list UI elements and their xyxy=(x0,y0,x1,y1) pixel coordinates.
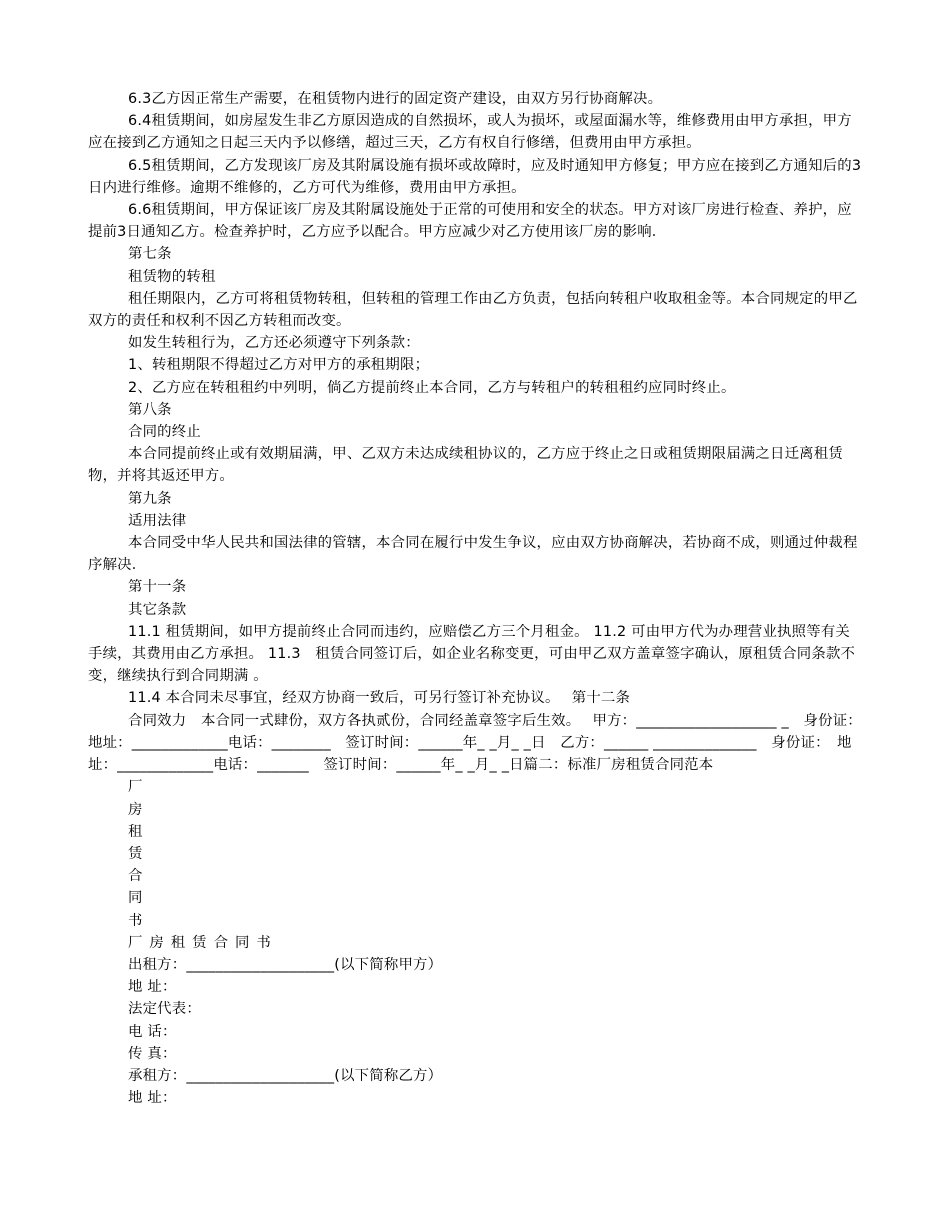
article-11-number: 第十一条 xyxy=(128,579,187,596)
article-7-title: 租赁物的转租 xyxy=(128,268,216,285)
article-7-item-2: 2、乙方应在转租租约中列明，倘乙方提前终止本合同，乙方与转租户的转租租约应同时终止。 xyxy=(128,379,736,396)
article-8-number: 第八条 xyxy=(128,401,172,418)
article-7-intro: 如发生转租行为，乙方还必须遵守下列条款： xyxy=(128,335,420,352)
contract-effect-signature: 合同效力 本合同一式肆份，双方各执贰份，合同经盖章签字后生效。 甲方：___________________ _ 身份证： 地址：_____________电话：________ 签订时间：______年_ _月_ _日 乙方：______ ______________ 身份证： 地址：_____________电话：_______ 签订时间：______年_ _月_ _日篇二：标准厂房租赁合同范本 xyxy=(88,712,884,774)
article-11-clauses: 11.1 租赁期间，如甲方提前终止合同而违约，应赔偿乙方三个月租金。 11.2 可由甲方代为办理营业执照等有关手续，其费用由乙方承担。 11.3 租赁合同签订后，如企业名称变更，可由甲乙双方盖章签字确认，原租赁合同条款不变，继续执行到合同期满 。 xyxy=(88,623,856,685)
article-11-4: 11.4 本合同未尽事宜，经双方协商一致后，可另行签订补充协议。 第十二条 xyxy=(128,690,631,707)
clause-6-5: 6.5租赁期间，乙方发现该厂房及其附属设施有损坏或故障时，应及时通知甲方修复；甲方应在接到乙方通知后的3日内进行维修。逾期不维修的，乙方可代为维修，费用由甲方承担。 xyxy=(88,157,862,196)
clause-6-3: 6.3乙方因正常生产需要，在租赁物内进行的固定资产建设，由双方另行协商解决。 xyxy=(128,91,663,107)
phone-field: 电 话： xyxy=(128,1023,177,1040)
lessor-address-field: 地 址： xyxy=(128,979,177,996)
article-7-number: 第七条 xyxy=(128,246,172,263)
fax-field: 传 真： xyxy=(128,1045,177,1062)
article-11-title: 其它条款 xyxy=(128,601,187,618)
article-7-item-1: 1、转租期限不得超过乙方对甲方的承租期限； xyxy=(128,357,430,374)
vertical-title xyxy=(128,776,864,931)
article-8-body: 本合同提前终止或有效期届满，甲、乙双方未达成续租协议的，乙方应于终止之日或租赁期限届满之日迁离租赁物，并将其返还甲方。 xyxy=(88,446,843,485)
vertical-title-char: 同 xyxy=(128,890,143,907)
vertical-title-char: 书 xyxy=(128,912,143,929)
lessee-address-field: 地 址： xyxy=(128,1090,177,1107)
article-7-body: 租任期限内，乙方可将租赁物转租，但转租的管理工作由乙方负责，包括向转租户收取租金等。本合同规定的甲乙双方的责任和权利不因乙方转租而改变。 xyxy=(88,290,858,330)
document-page xyxy=(88,88,884,1109)
article-9-title: 适用法律 xyxy=(128,512,187,529)
article-9-body: 本合同受中华人民共和国法律的管辖，本合同在履行中发生争议，应由双方协商解决，若协商不成，则通过仲裁程序解决． xyxy=(88,535,858,574)
article-9-number: 第九条 xyxy=(128,490,172,507)
contract-body xyxy=(88,88,884,776)
vertical-title-char: 租 xyxy=(128,823,143,840)
vertical-title-char: 厂 xyxy=(128,779,143,796)
article-8-title: 合同的终止 xyxy=(128,424,201,441)
lessee-field: 承租方：____________________(以下简称乙方） xyxy=(128,1067,443,1084)
legal-representative-field: 法定代表： xyxy=(128,1001,201,1018)
spaced-title: 厂房租赁合同书 xyxy=(128,934,278,951)
vertical-title-char: 房 xyxy=(128,801,143,818)
clause-6-4: 6.4租赁期间，如房屋发生非乙方原因造成的自然损坏，或人为损坏，或屋面漏水等，维修费用由甲方承担，甲方应在接到乙方通知之日起三天内予以修缮，超过三天，乙方有权自行修缮，但费用由甲方承担。 xyxy=(88,113,852,152)
lessor-field: 出租方：____________________(以下简称甲方） xyxy=(128,956,443,973)
clause-6-6: 6.6租赁期间，甲方保证该厂房及其附属设施处于正常的可使用和安全的状态。甲方对该厂房进行检查、养护，应提前3日通知乙方。检查养护时，乙方应予以配合。甲方应减少对乙方使用该厂房的影响． xyxy=(88,202,852,241)
vertical-title-char: 赁 xyxy=(128,845,143,862)
vertical-title-char: 合 xyxy=(128,868,143,885)
